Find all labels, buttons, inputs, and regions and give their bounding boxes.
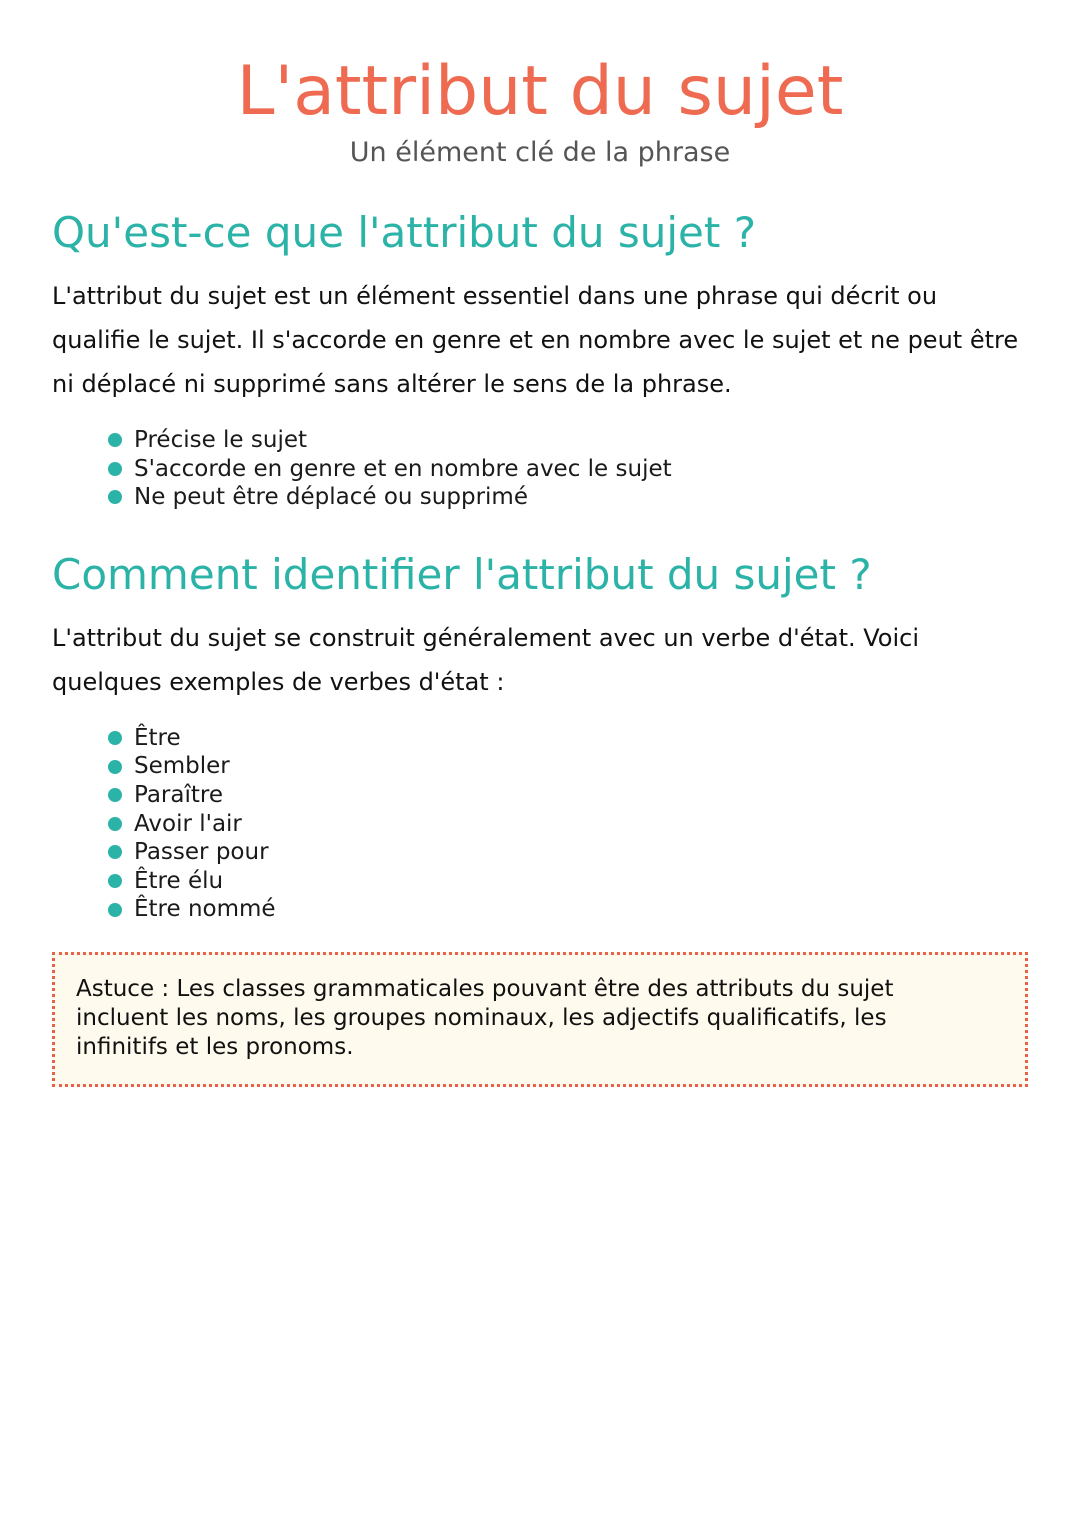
list-item (108, 867, 1028, 896)
section-heading-identification: Comment identifier l'attribut du sujet ? (52, 549, 872, 599)
list-item (108, 895, 1028, 924)
list-item-text: Être élu (134, 867, 224, 894)
section-paragraph-definition: L'attribut du sujet est un élément essentiel dans une phrase qui décrit ou qualifie le sujet. Il s'accorde en genre et en nombre avec le sujet et ne peut être ni déplacé ni supprimé sans altérer le sens de la phrase. (52, 282, 1019, 398)
list-item (108, 810, 1028, 839)
list-item (108, 455, 1028, 484)
list-item (108, 483, 1028, 512)
bullet-dot-icon (108, 845, 122, 859)
list-item-text: Passer pour (134, 839, 269, 866)
bullet-dot-icon (108, 433, 122, 447)
bullet-dot-icon (108, 817, 122, 831)
list-item (108, 752, 1028, 781)
bullet-list-verbs (52, 724, 1028, 924)
bullet-dot-icon (108, 490, 122, 504)
bullet-dot-icon (108, 788, 122, 802)
page-title: L'attribut du sujet (236, 52, 844, 131)
section-paragraph-identification: L'attribut du sujet se construit généralement avec un verbe d'état. Voici quelques exemples de verbes d'état : (52, 623, 920, 696)
list-item-text: Être (134, 724, 181, 751)
list-item-text: S'accorde en genre et en nombre avec le sujet (134, 455, 672, 482)
list-item (108, 838, 1028, 867)
section-definition (52, 206, 1028, 512)
list-item (108, 724, 1028, 753)
page-subtitle: Un élément clé de la phrase (349, 137, 731, 168)
bullet-dot-icon (108, 903, 122, 917)
bullet-dot-icon (108, 462, 122, 476)
bullet-dot-icon (108, 760, 122, 774)
list-item-text: Avoir l'air (134, 810, 242, 837)
section-heading-definition: Qu'est-ce que l'attribut du sujet ? (52, 208, 756, 257)
section-identification (52, 548, 1028, 924)
list-item-text: Ne peut être déplacé ou supprimé (134, 484, 528, 511)
list-item-text: Sembler (134, 753, 230, 780)
list-item (108, 781, 1028, 810)
tip-box (52, 952, 1028, 1087)
tip-text: Astuce : Les classes grammaticales pouvant être des attributs du sujet incluent les noms, les groupes nominaux, les adjectifs qualificatifs, les infinitifs et les pronoms. (76, 975, 894, 1060)
bullet-dot-icon (108, 731, 122, 745)
list-item-text: Être nommé (134, 896, 276, 923)
list-item (108, 426, 1028, 455)
list-item-text: Paraître (134, 781, 223, 808)
list-item-text: Précise le sujet (134, 427, 308, 453)
bullet-dot-icon (108, 874, 122, 888)
bullet-list-properties (52, 426, 1028, 512)
